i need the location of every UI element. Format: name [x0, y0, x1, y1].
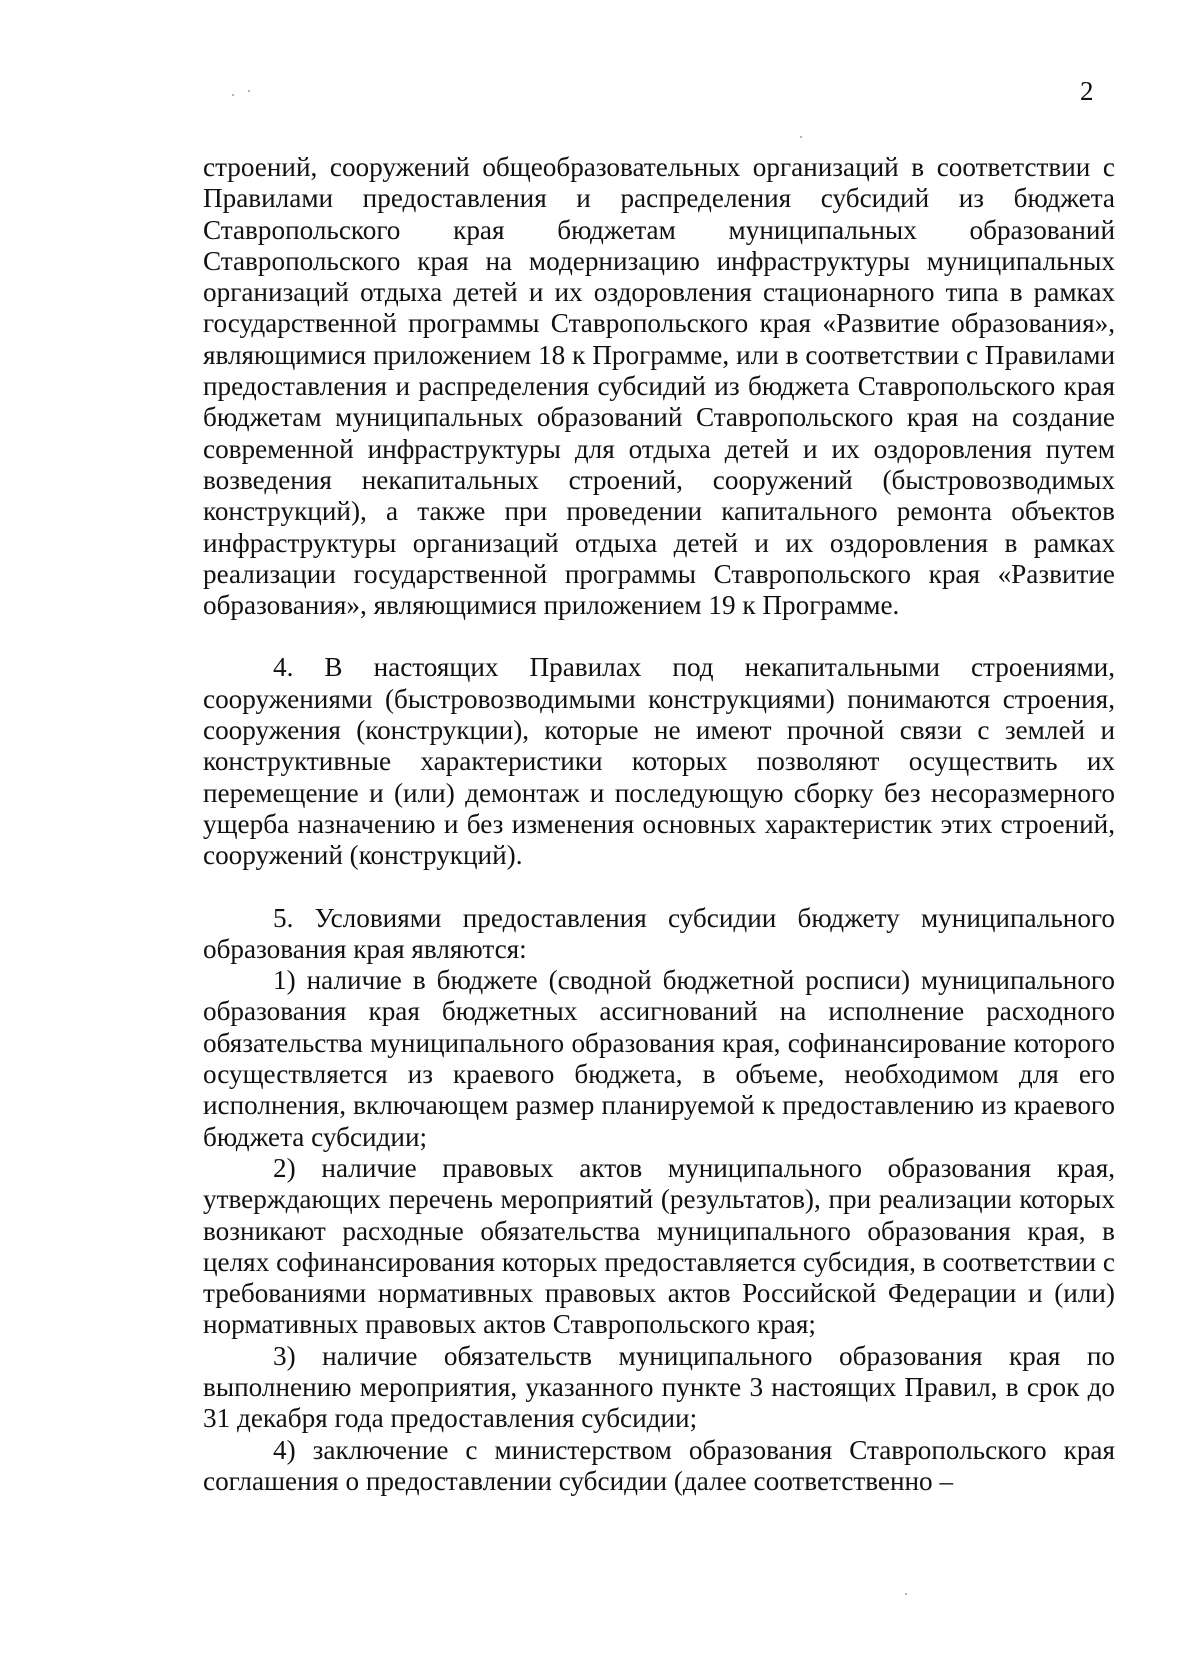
list-item-5-4: 4) заключение с министерством образования Ставропольского края соглашения о предоставлении субсидии (далее соответственно –: [203, 1434, 1115, 1496]
list-item-5-1: 1) наличие в бюджете (сводной бюджетной росписи) муниципального образования края бюджетных ассигнований на исполнение расходного обязательства муниципального образования края, софинансирование которого осуществляется из краевого бюджета, в объеме, необходимом для его исполнения, включающем размер планируемой к предоставлению из краевого бюджета субсидии;: [203, 965, 1115, 1152]
scan-speck: [905, 1593, 907, 1595]
scan-speck: [232, 94, 234, 96]
scan-speck: [248, 90, 250, 92]
paragraph-point-4: 4. В настоящих Правилах под некапитальными строениями, сооружениями (быстровозводимыми конструкциями) понимаются строения, сооружения (конструкции), которые не имеют прочной связи с землей и конструктивные характеристики которых позволяют осуществить их перемещение и (или) демонтаж и последующую сборку без несоразмерного ущерба назначению и без изменения основных характеристик этих строений, сооружений (конструкций).: [203, 652, 1115, 871]
page-number: 2: [1080, 76, 1094, 106]
list-item-5-2: 2) наличие правовых актов муниципального образования края, утверждающих перечень мероприятий (результатов), при реализации которых возникают расходные обязательства муниципального образования края, в целях софинансирования которых предоставляется субсидия, в соответствии с требованиями нормативных правовых актов Российской Федерации и (или) нормативных правовых актов Ставропольского края;: [203, 1152, 1115, 1340]
document-body: [203, 152, 1115, 1497]
scan-speck: [800, 136, 802, 138]
paragraph-point-5: 5. Условиями предоставления субсидии бюджету муниципального образования края являются:: [203, 902, 1115, 964]
paragraph-continuation-point-3: строений, сооружений общеобразовательных организаций в соответствии с Правилами предоставления и распределения субсидий из бюджета Ставропольского края бюджетам муниципальных образований Ставропольского края на модернизацию инфраструктуры муниципальных организаций отдыха детей и их оздоровления стационарного типа в рамках государственной программы Ставропольского края «Развитие образования», являющимися приложением 18 к Программе, или в соответствии с Правилами предоставления и распределения субсидий из бюджета Ставропольского края бюджетам муниципальных образований Ставропольского края на создание современной инфраструктуры для отдыха детей и их оздоровления путем возведения некапитальных строений, сооружений (быстровозводимых конструкций), а также при проведении капитального ремонта объектов инфраструктуры организаций отдыха детей и их оздоровления в рамках реализации государственной программы Ставропольского края «Развитие образования», являющимися приложением 19 к Программе.: [203, 152, 1115, 621]
list-item-5-3: 3) наличие обязательств муниципального образования края по выполнению мероприятия, указанного пункте 3 настоящих Правил, в срок до 31 декабря года предоставления субсидии;: [203, 1340, 1115, 1434]
